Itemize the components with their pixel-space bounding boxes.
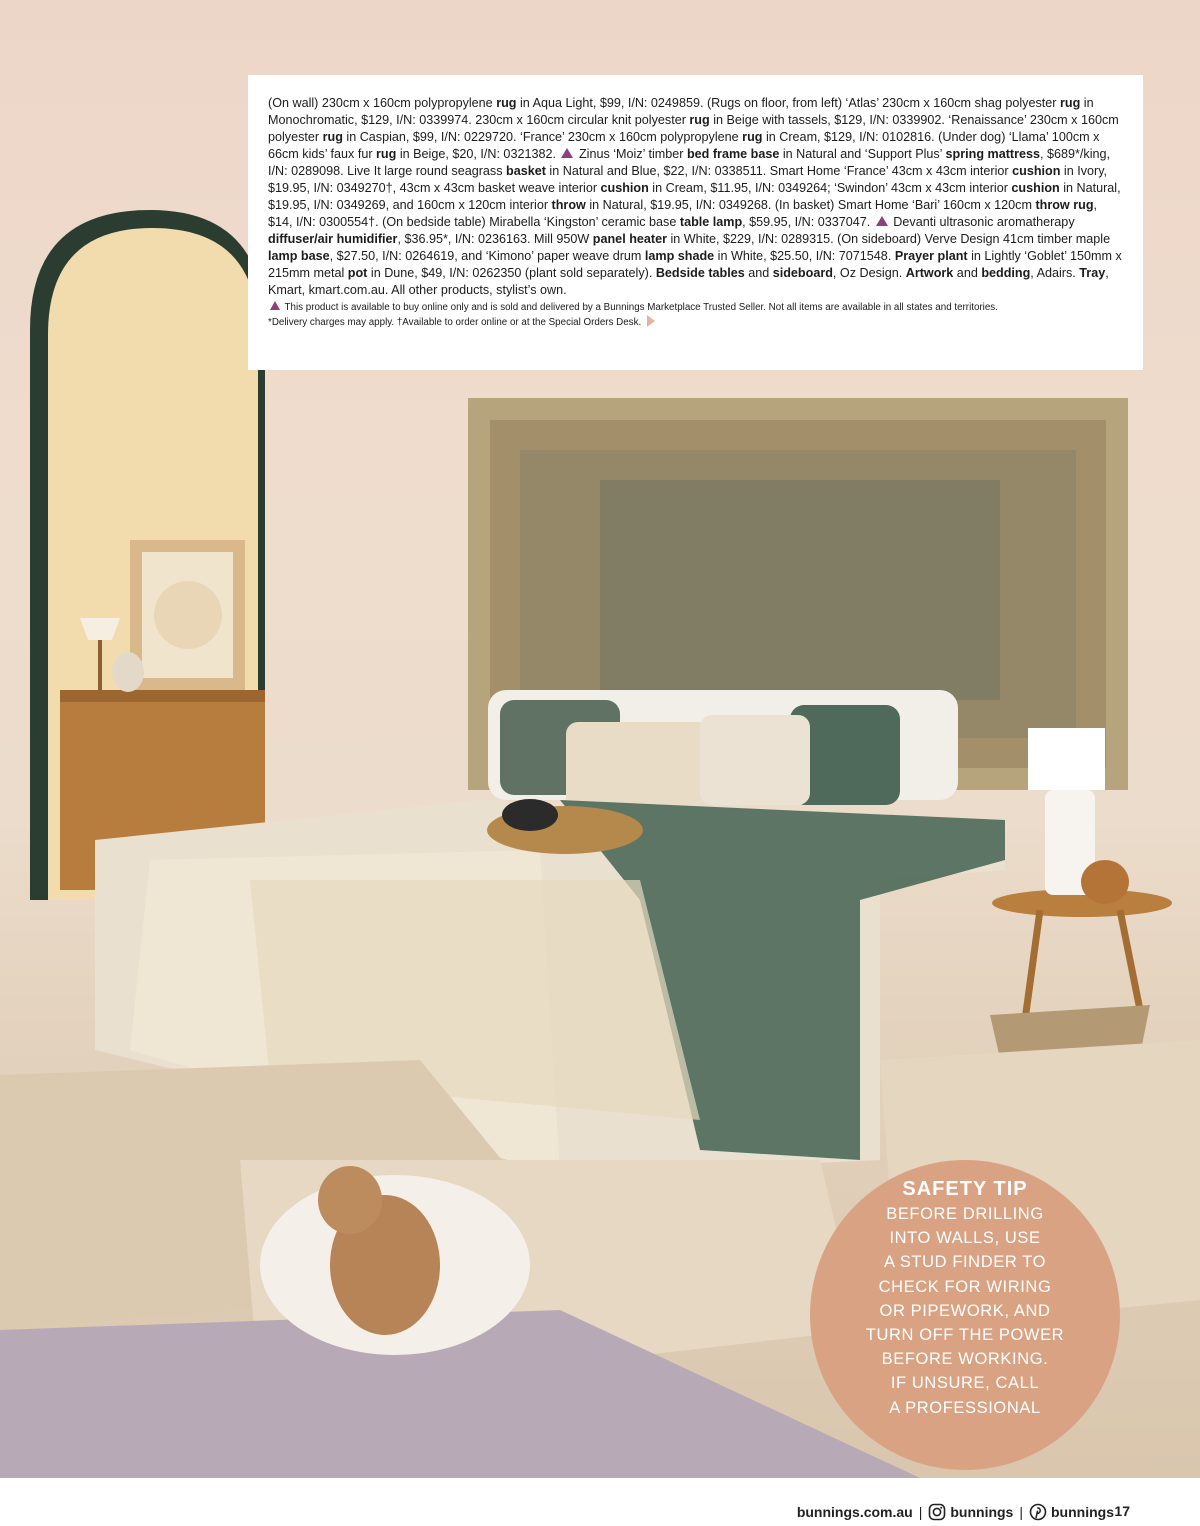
caption-product-name: panel heater [592,232,667,246]
delivery-note-text: *Delivery charges may apply. †Available to order online or at the Special Orders Desk. [268,317,642,328]
safety-tip-line: IF UNSURE, CALL [890,1374,1040,1393]
safety-tip-line: OR PIPEWORK, AND [879,1301,1051,1320]
footer-separator: | [918,1504,923,1520]
marketplace-triangle-icon [270,301,280,310]
caption-product-name: lamp base [268,249,330,263]
caption-product-name: pot [347,266,368,280]
marketplace-note-text: This product is available to buy online only and is sold and delivered by a Bunnings Marketplace Trusted Seller. Not all items are available in all states and territories. [284,302,998,313]
footer-website-link[interactable]: bunnings.com.au [796,1504,913,1520]
delivery-note [268,315,1123,330]
caption-product-name: throw rug [1035,198,1094,212]
caption-text-segment: and [744,266,773,280]
product-caption [248,75,1143,370]
footer-separator: | [1019,1504,1023,1520]
caption-product-name: Tray [1079,266,1106,280]
safety-tip-body [810,1202,1120,1420]
caption-text-segment: (On wall) 230cm x 160cm polypropylene [268,96,497,110]
caption-text-segment: , Oz Design. [832,266,906,280]
caption-text-segment: , $14, I/N: 0300554†. (On bedside table) Mirabella ‘Kingston’ ceramic base [268,198,1098,229]
caption-text-segment: in Aqua Light, $99, I/N: 0249859. (Rugs on floor, from left) ‘Atlas’ 230cm x 160cm shag polyester [516,96,1060,110]
caption-text-segment: in White, $229, I/N: 0289315. (On sideboard) Verve Design 41cm timber maple [667,232,1111,246]
caption-product-name: lamp shade [644,249,715,263]
safety-tip-line: BEFORE WORKING. [881,1350,1049,1369]
caption-product-name: rug [496,96,517,110]
caption-text-segment: in Cream, $11.95, I/N: 0349264; ‘Swindon’ 43cm x 43cm interior [648,181,1012,195]
caption-text-segment: , $59.95, I/N: 0337047. [742,215,874,229]
caption-text-segment: Zinus ‘Moiz’ timber [575,147,687,161]
caption-product-name: rug [689,113,710,127]
safety-tip-line: BEFORE DRILLING [886,1205,1044,1223]
caption-text-segment: Devanti ultrasonic aromatherapy [889,215,1075,229]
instagram-icon[interactable] [928,1503,946,1521]
safety-tip-title: SAFETY TIP [902,1178,1028,1200]
caption-product-name: cushion [600,181,649,195]
caption-product-name: basket [506,164,546,178]
caption-text-segment: , $689*/king, I/N: 0289098. Live It large round seagrass [268,147,1111,178]
safety-tip-line: A PROFESSIONAL [889,1398,1041,1417]
caption-text-segment: in Dune, $49, I/N: 0262350 (plant sold separately). [367,266,656,280]
caption-product-name: bedding [981,266,1031,280]
safety-tip-line: A STUD FINDER TO [883,1253,1047,1272]
caption-text-segment: , $27.50, I/N: 0264619, and ‘Kimono’ paper weave drum [329,249,645,263]
caption-product-name: cushion [1011,181,1060,195]
caption-text-segment: , Kmart, kmart.com.au. All other products, stylist’s own. [268,266,1109,297]
caption-product-name: Artwork [905,266,954,280]
marketplace-triangle-icon [561,148,573,158]
caption-text-segment: in Beige, $20, I/N: 0321382. [396,147,560,161]
caption-text-segment: in White, $25.50, I/N: 7071548. [714,249,895,263]
caption-text-segment: and [953,266,982,280]
caption-text-segment: in Cream, $129, I/N: 0102816. (Under dog) ‘Llama’ 100cm x 66cm kids’ faux fur [268,130,1100,161]
caption-product-name: rug [376,147,397,161]
caption-product-name: rug [742,130,763,144]
caption-text-segment: in Ivory, $19.95, I/N: 0349270†, 43cm x 43cm basket weave interior [268,164,1108,195]
caption-product-name: sideboard [772,266,833,280]
safety-tip-line: TURN OFF THE POWER [865,1326,1065,1345]
caption-product-name: diffuser/air humidifier [268,232,398,246]
caption-product-name: table lamp [679,215,743,229]
page-number: 17 [1114,1503,1130,1519]
caption-text-segment: in Beige with tassels, $129, I/N: 0339902. ‘Renaissance’ 230cm x 160cm polyester [268,113,1119,144]
caption-product-name: bed frame base [686,147,780,161]
caption-text-segment: , Adairs. [1030,266,1080,280]
caption-product-name: throw [551,198,586,212]
footer-instagram-handle[interactable]: bunnings [950,1504,1014,1520]
page-footer [797,1500,1114,1524]
caption-text-segment: in Caspian, $99, I/N: 0229720. ‘France’ 230cm x 160cm polypropylene [342,130,743,144]
caption-product-name: Bedside tables [655,266,745,280]
caption-text-segment: in Natural and Blue, $22, I/N: 0338511. Smart Home ‘France’ 43cm x 43cm interior [545,164,1013,178]
caption-text-segment: , $36.95*, I/N: 0236163. Mill 950W [397,232,593,246]
caption-product-name: Prayer plant [894,249,968,263]
caption-text-segment: in Natural, $19.95, I/N: 0349268. (In basket) Smart Home ‘Bari’ 160cm x 120cm [585,198,1036,212]
caption-product-name: rug [322,130,343,144]
caption-product-name: rug [1059,96,1081,110]
safety-tip-line: INTO WALLS, USE [889,1229,1041,1248]
footer-pinterest-handle[interactable]: bunnings [1051,1504,1114,1520]
safety-tip-line: CHECK FOR WIRING [878,1277,1052,1296]
caption-footnotes [268,301,1123,330]
pinterest-icon[interactable] [1029,1503,1047,1521]
caption-text-segment: in Monochromatic, $129, I/N: 0339974. 230cm x 160cm circular knit polyester [268,96,1094,127]
next-arrow-icon [647,315,655,327]
caption-text [268,95,1123,299]
caption-text-segment: in Natural, $19.95, I/N: 0349269, and 160cm x 120cm interior [268,181,1121,212]
caption-product-name: cushion [1012,164,1061,178]
caption-text-segment: in Lightly ‘Goblet’ 150mm x 215mm metal [268,249,1122,280]
caption-text-segment: in Natural and ‘Support Plus’ [779,147,946,161]
marketplace-triangle-icon [876,216,888,226]
caption-product-name: spring mattress [945,147,1041,161]
safety-tip-badge [810,1160,1120,1470]
marketplace-note [268,301,1123,315]
